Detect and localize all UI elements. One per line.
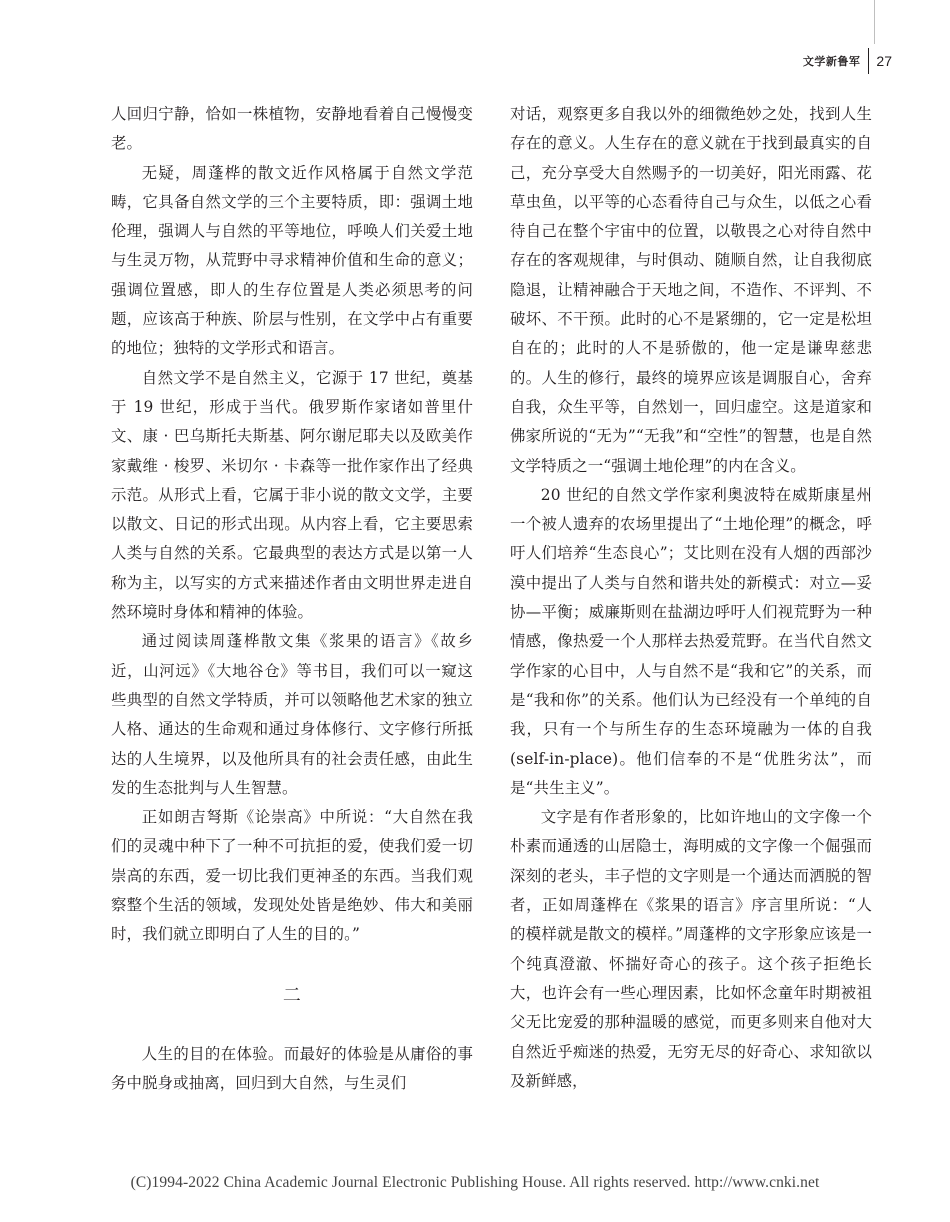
- left-column: [111, 100, 473, 1098]
- section-heading: 二: [282, 984, 302, 1006]
- header-rule: [874, 0, 875, 44]
- paragraph: 对话，观察更多自我以外的细微绝妙之处，找到人生存在的意义。人生存在的意义就在于找到最真实的自己，充分享受大自然赐予的一切美好，阳光雨露、花草虫鱼，以平等的心态看待自己与众生，以低之心看待自己在整个宇宙中的位置，以敬畏之心对待自然中存在的客观规律，与时俱动、随顺自然，让自我彻底隐退，让精神融合于天地之间，不造作、不评判、不破坏、不干预。此时的心不是紧绷的，它一定是松坦自在的；此时的人不是骄傲的，他一定是谦卑慈悲的。人生的修行，最终的境界应该是调服自心，舍弃自我，众生平等，自然划一，回归虚空。这是道家和佛家所说的“无为”“无我”和“空性”的智慧，也是自然文学特质之一“强调土地伦理”的内在含义。: [510, 105, 872, 475]
- journal-column-title: 文学新鲁军: [802, 55, 861, 68]
- copyright-footer: (C)1994-2022 China Academic Journal Electronic Publishing House. All rights reserved. http://www.cnki.net: [130, 1174, 820, 1191]
- paragraph: 正如朗吉弩斯《论崇高》中所说：“大自然在我们的灵魂中种下了一种不可抗拒的爱，使我们爱一切崇高的东西，爱一切比我们更神圣的东西。当我们观察整个生活的领域，发现处处皆是绝妙、伟大和美丽时，我们就立即明白了人生的目的。”: [111, 808, 473, 944]
- paragraph: 20 世纪的自然文学作家利奥波特在威斯康星州一个被人遗弃的农场里提出了“土地伦理”的概念，呼吁人们培养“生态良心”；艾比则在没有人烟的西部沙漠中提出了人类与自然和谐共处的新模式：对立—妥协—平衡；威廉斯则在盐湖边呼吁人们视荒野为一种情感，像热爱一个人那样去热爱荒野。在当代自然文学作家的心目中，人与自然不是“我和它”的关系，而是“我和你”的关系。他们认为已经没有一个单纯的自我，只有一个与所生存的生态环境融为一体的自我(self-in-place)。他们信奉的不是“优胜劣汰”，而是“共生主义”。: [510, 485, 872, 797]
- paragraph: 文字是有作者形象的，比如许地山的文字像一个朴素而通透的山居隐士，海明威的文字像一个倔强而深刻的老头，丰子恺的文字则是一个通达而洒脱的智者，正如周蓬桦在《浆果的语言》序言里所说：“人的模样就是散文的模样。”周蓬桦的文字形象应该是一个纯真澄澈、怀揣好奇心的孩子。这个孩子拒绝长大，也许会有一些心理因素，比如怀念童年时期被祖父无比宠爱的那种温暖的感觉，而更多则来自他对大自然近乎痴迷的热爱，无穷无尽的好奇心、求知欲以及新鲜感，: [510, 808, 872, 1090]
- paragraph: 人回归宁静，恰如一株植物，安静地看着自己慢慢变老。: [111, 105, 473, 153]
- paragraph: 人生的目的在体验。而最好的体验是从庸俗的事务中脱身或抽离，回归到大自然，与生灵们: [111, 1044, 473, 1092]
- paragraph: 自然文学不是自然主义，它源于 17 世纪，奠基于 19 世纪，形成于当代。俄罗斯作家诸如普里什文、康 · 巴乌斯托夫斯基、阿尔谢尼耶夫以及欧美作家戴维 · 梭罗、米切尔 · 卡森等一批作家作出了经典示范。从形式上看，它属于非小说的散文文学，主要以散文、日记的形式出现。从内容上看，它主要思索人类与自然的关系。它最典型的表达方式是以第一人称为主，以写实的方式来描述作者由文明世界走进自然环境时身体和精神的体验。: [111, 368, 473, 622]
- paragraph: 通过阅读周蓬桦散文集《浆果的语言》《故乡近，山河远》《大地谷仓》等书目，我们可以一窥这些典型的自然文学特质，并可以领略他艺术家的独立人格、通达的生命观和通过身体修行、文字修行所抵达的人生境界，以及他所具有的社会责任感，由此生发的生态批判与人生智慧。: [111, 632, 473, 797]
- page-number: 27: [876, 53, 892, 69]
- paragraph: 无疑，周蓬桦的散文近作风格属于自然文学范畴，它具备自然文学的三个主要特质，即：强调土地伦理，强调人与自然的平等地位，呼唤人们关爱土地与生灵万物，从荒野中寻求精神价值和生命的意义；强调位置感，即人的生存位置是人类必须思考的问题，应该高于种族、阶层与性别，在文学中占有重要的地位；独特的文学形式和语言。: [111, 163, 473, 358]
- page-header: [803, 48, 892, 74]
- right-column: [510, 100, 872, 1096]
